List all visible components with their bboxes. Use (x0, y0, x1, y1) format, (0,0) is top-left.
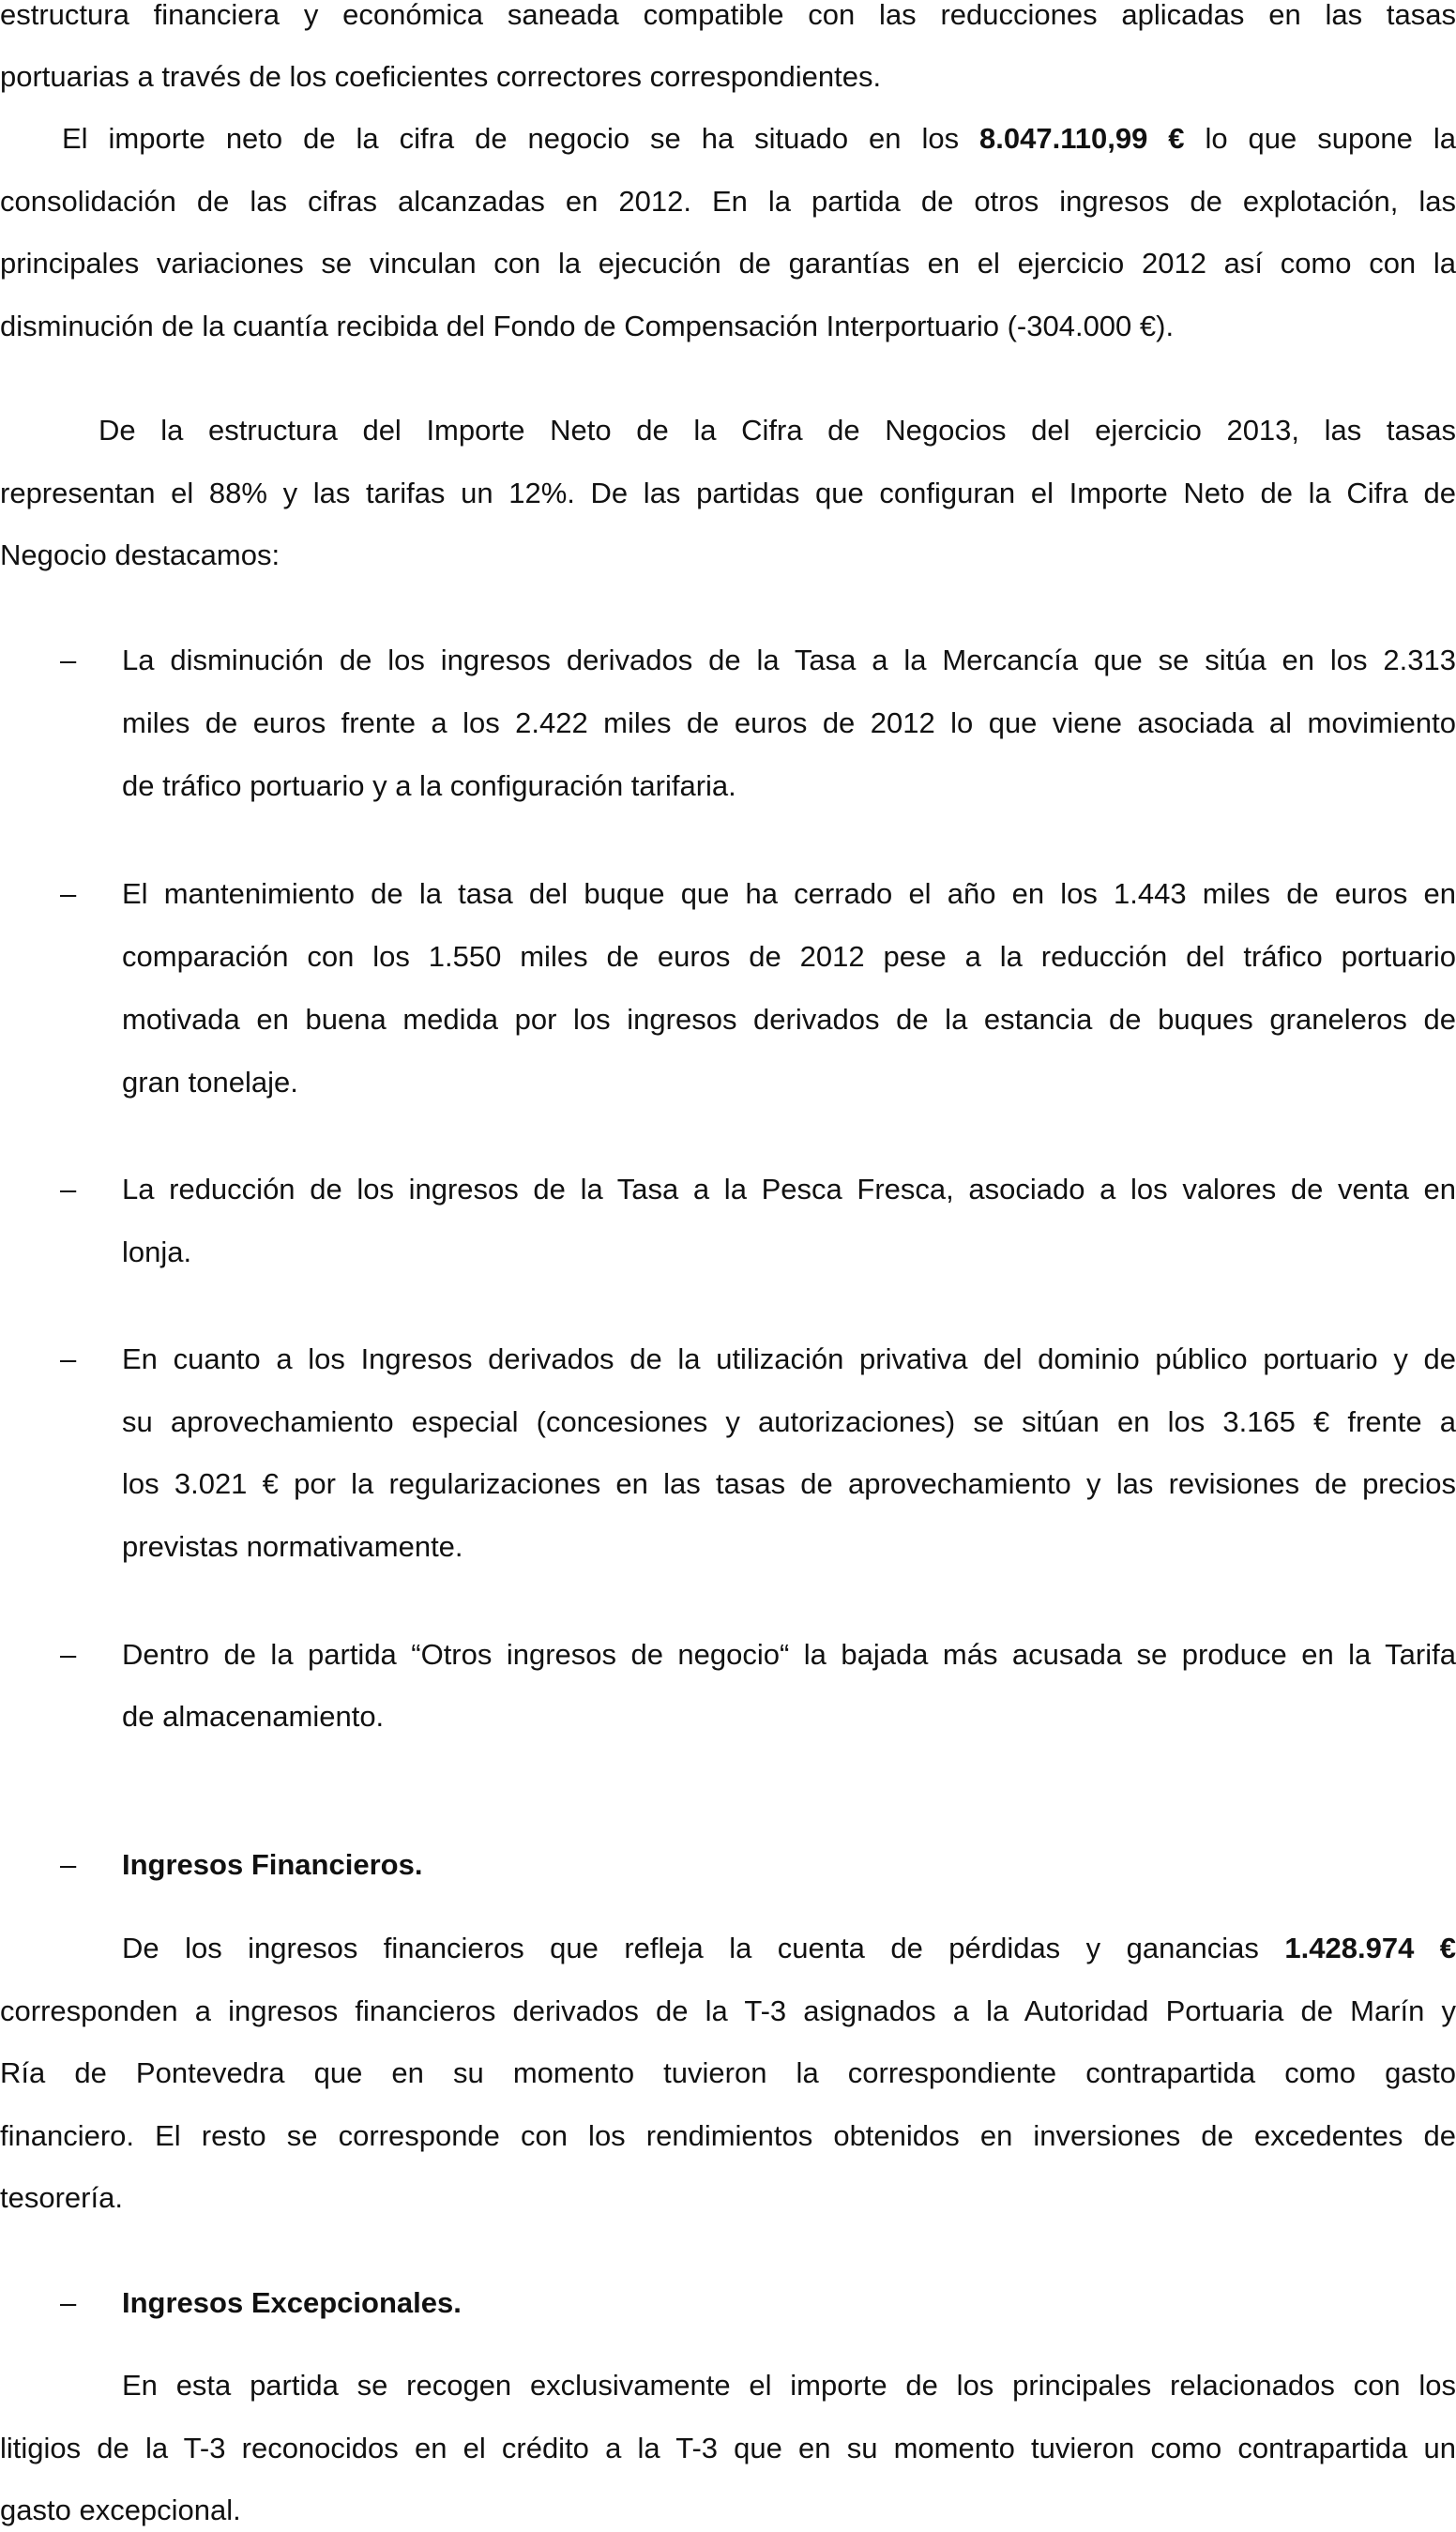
paragraph-line: De la estructura del Importe Neto de la Cifra de Negocios del ejercicio 2013, las tasas (99, 414, 1456, 447)
list-item-line: de tráfico portuario y a la configuración tarifaria. (122, 769, 736, 802)
list-item-line: comparación con los 1.550 miles de euros de 2012 pese a la reducción del tráfico portuario (122, 940, 1456, 973)
list-item-line: La disminución de los ingresos derivados de la Tasa a la Mercancía que se sitúa en los 2.313 (122, 644, 1456, 676)
paragraph-line: estructura financiera y económica saneada compatible con las reducciones aplicadas en las tasas (0, 0, 1456, 31)
list-item-line: de almacenamiento. (122, 1700, 385, 1733)
list-item-line: El mantenimiento de la tasa del buque que ha cerrado el año en los 1.443 miles de euros en (122, 877, 1456, 910)
revenue-amount: 8.047.110,99 € (979, 122, 1185, 155)
paragraph-line: Negocio destacamos: (0, 538, 281, 571)
paragraph-line: De los ingresos financieros que refleja la cuenta de pérdidas y ganancias 1.428.974 € (122, 1932, 1456, 1964)
dash-bullet: – (60, 2286, 77, 2319)
paragraph-line: portuarias a través de los coeficientes correctores correspondientes. (0, 60, 882, 93)
paragraph-line: financiero. El resto se corresponde con los rendimientos obtenidos en inversiones de excedentes de (0, 2119, 1456, 2152)
dash-bullet: – (60, 1638, 77, 1671)
paragraph-line: corresponden a ingresos financieros derivados de la T-3 asignados a la Autoridad Portuaria de Marín y (0, 1994, 1456, 2027)
dash-bullet: – (60, 877, 77, 910)
dash-bullet: – (60, 644, 77, 676)
list-item-line: su aprovechamiento especial (concesiones y autorizaciones) se sitúan en los 3.165 € frente a (122, 1405, 1456, 1438)
paragraph-line: gasto excepcional. (0, 2494, 241, 2526)
paragraph-line: litigios de la T-3 reconocidos en el crédito a la T-3 que en su momento tuvieron como contrapartida un (0, 2432, 1456, 2464)
section-heading: Ingresos Excepcionales. (122, 2286, 462, 2319)
paragraph-line: tesorería. (0, 2181, 123, 2214)
section-heading: Ingresos Financieros. (122, 1848, 423, 1881)
dash-bullet: – (60, 1342, 77, 1375)
paragraph-line: En esta partida se recogen exclusivamente el importe de los principales relacionados con los (122, 2369, 1456, 2402)
list-item-line: La reducción de los ingresos de la Tasa a la Pesca Fresca, asociado a los valores de venta en (122, 1173, 1456, 1205)
list-item-line: previstas normativamente. (122, 1530, 463, 1563)
paragraph-line: El importe neto de la cifra de negocio se ha situado en los 8.047.110,99 € lo que supone la (62, 122, 1456, 155)
dash-bullet: – (60, 1173, 77, 1205)
list-item-line: Dentro de la partida “Otros ingresos de negocio“ la bajada más acusada se produce en la Tarifa (122, 1638, 1456, 1671)
paragraph-line: Ría de Pontevedra que en su momento tuvieron la correspondiente contrapartida como gasto (0, 2056, 1456, 2089)
paragraph-line: principales variaciones se vinculan con la ejecución de garantías en el ejercicio 2012 así como con la (0, 247, 1456, 280)
paragraph-line: consolidación de las cifras alcanzadas en 2012. En la partida de otros ingresos de explotación, las (0, 185, 1456, 218)
list-item-line: gran tonelaje. (122, 1066, 298, 1099)
dash-bullet: – (60, 1848, 77, 1881)
paragraph-line: representan el 88% y las tarifas un 12%. De las partidas que configuran el Importe Neto de la Cifra de (0, 477, 1456, 509)
list-item-line: los 3.021 € por la regularizaciones en las tasas de aprovechamiento y las revisiones de precios (122, 1467, 1456, 1500)
list-item-line: motivada en buena medida por los ingresos derivados de la estancia de buques graneleros de (122, 1003, 1456, 1036)
paragraph-line: disminución de la cuantía recibida del Fondo de Compensación Interportuario (-304.000 €). (0, 310, 1175, 342)
list-item-line: lonja. (122, 1236, 192, 1268)
list-item-line: En cuanto a los Ingresos derivados de la utilización privativa del dominio público portuario y de (122, 1342, 1456, 1375)
financial-income-amount: 1.428.974 € (1284, 1932, 1456, 1964)
list-item-line: miles de euros frente a los 2.422 miles de euros de 2012 lo que viene asociada al movimiento (122, 706, 1456, 739)
